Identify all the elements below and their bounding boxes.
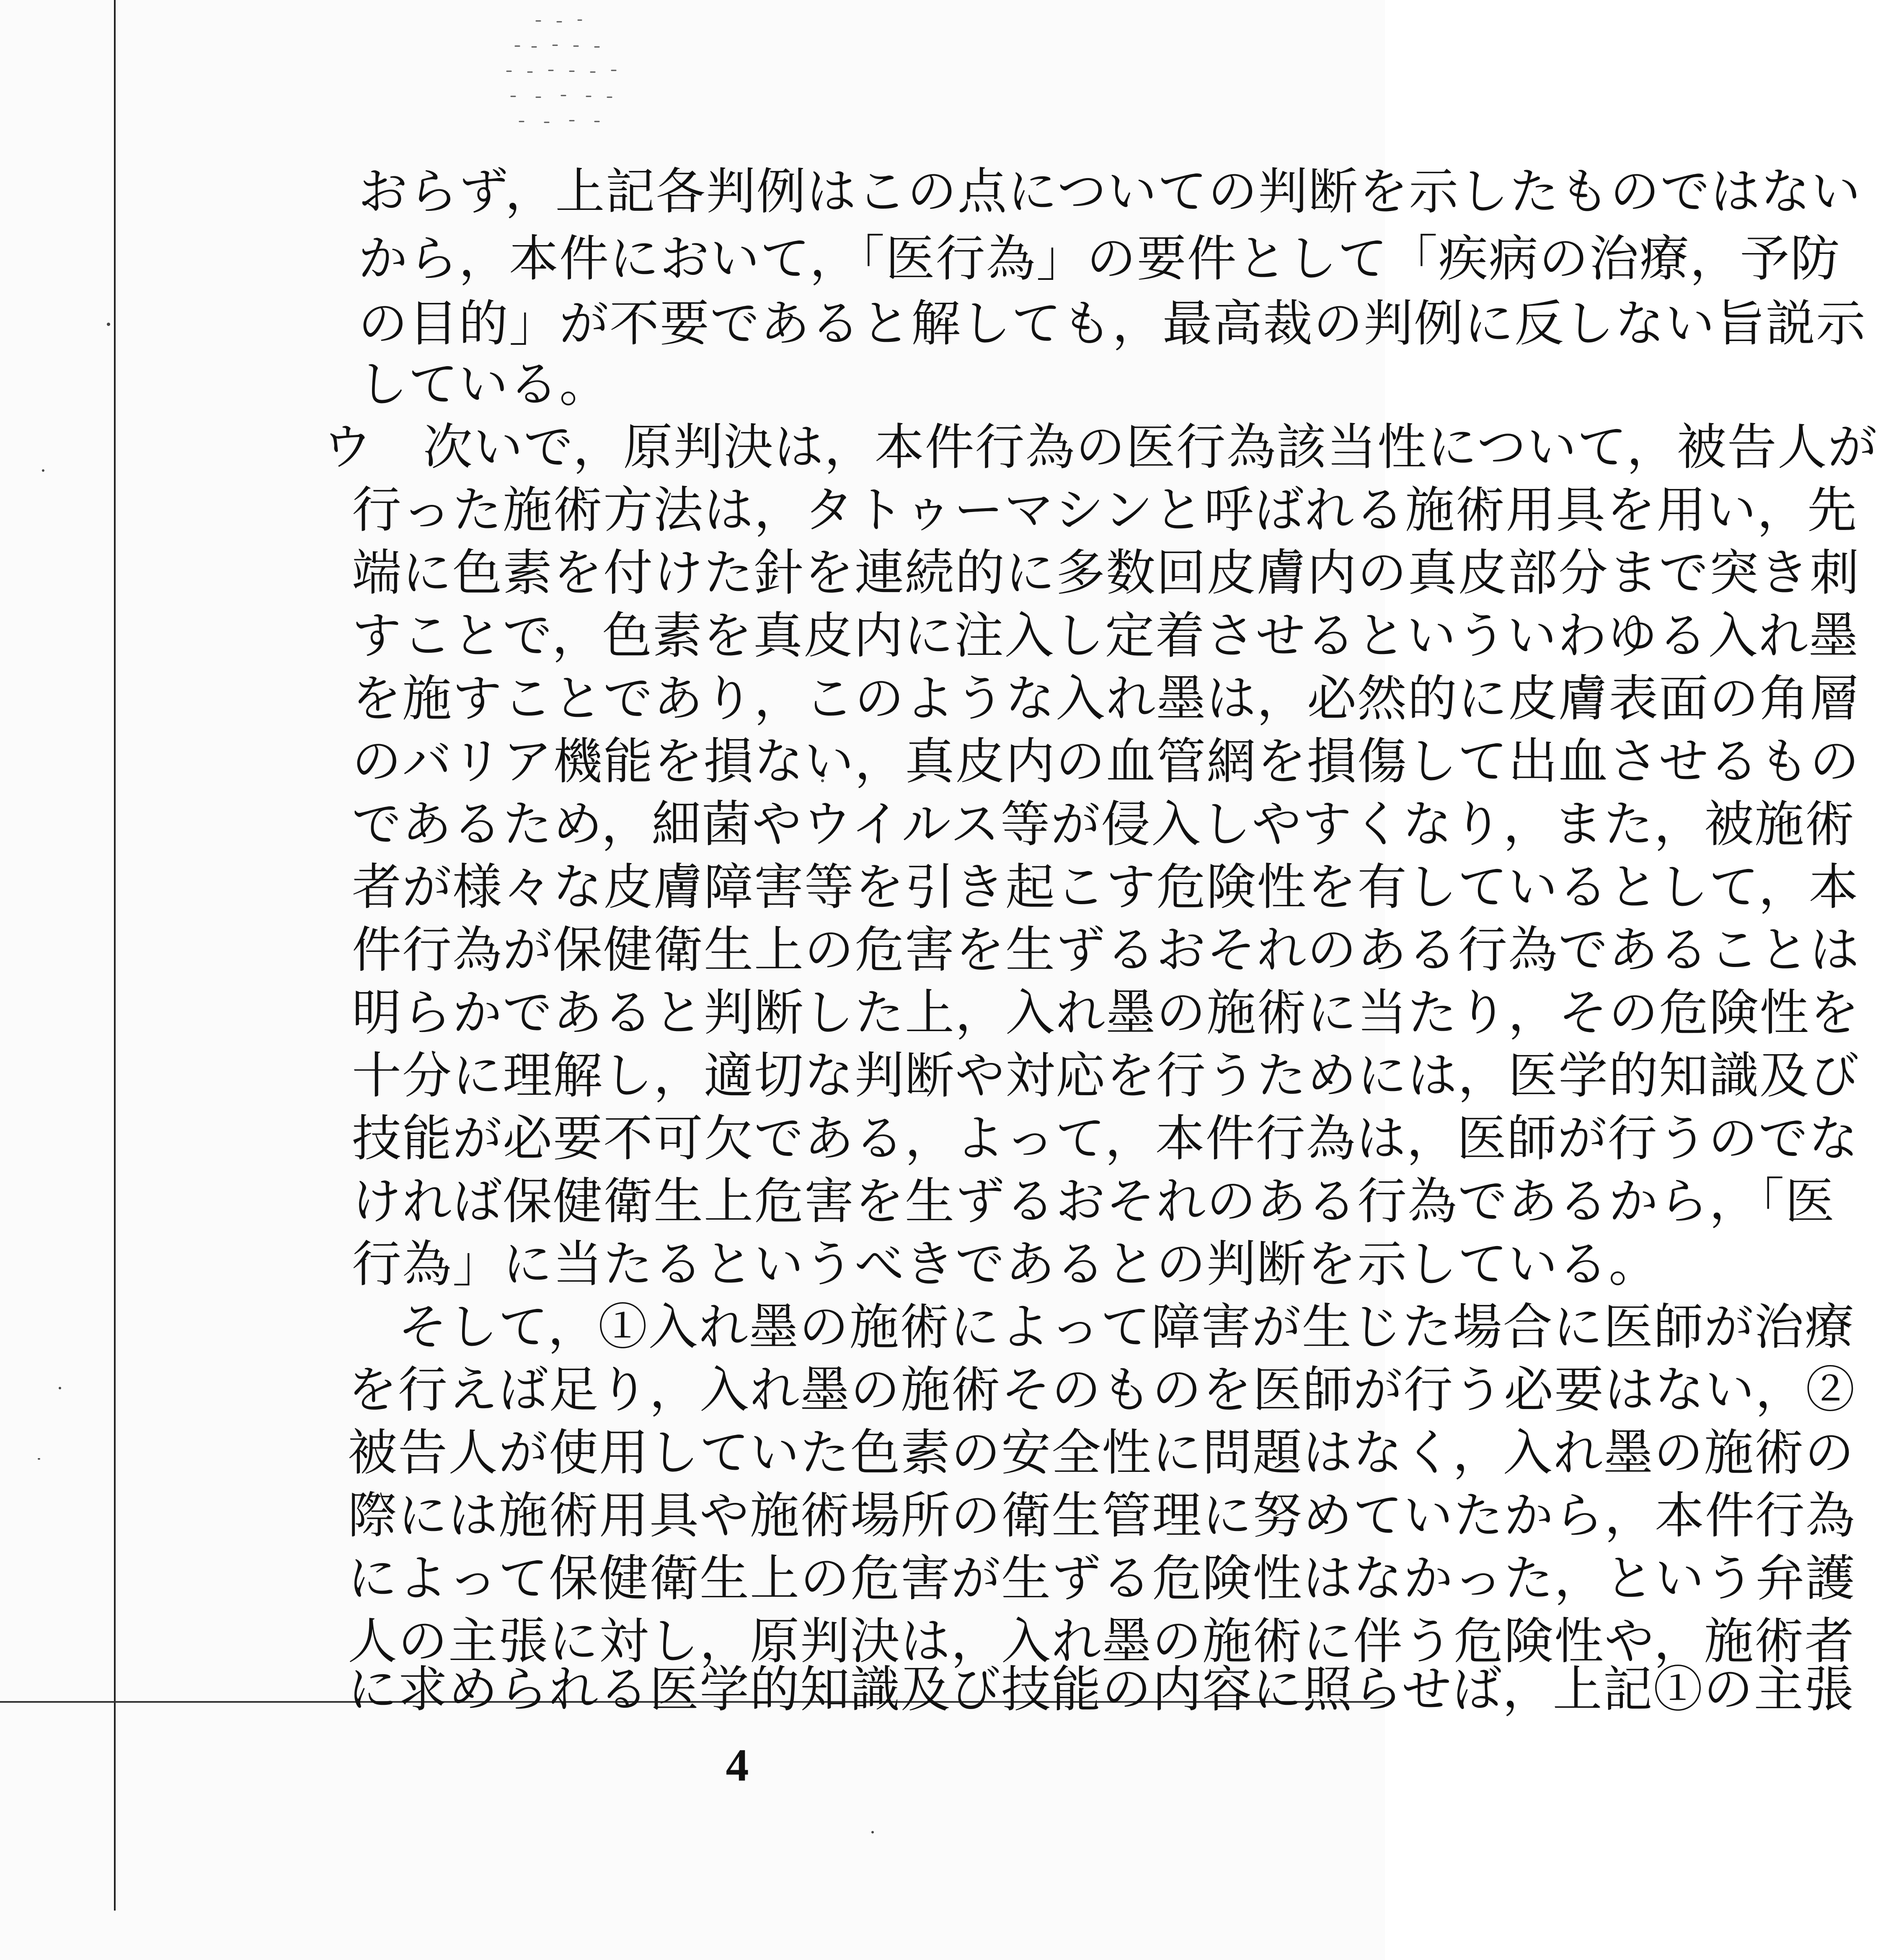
binding-margin-line — [114, 0, 116, 1911]
body-text-line: 際には施術用具や施術場所の衛生管理に努めていたから，本件行為 — [348, 1489, 1856, 1544]
body-text-line: 人の主張に対し，原判決は，入れ墨の施術に伴う危険性や，施術者 — [348, 1614, 1855, 1669]
body-text-line: によって保健衛生上の危害が生ずる危険性はなかった，という弁護 — [348, 1551, 1856, 1606]
body-text-line: 十分に理解し，適切な判断や対応を行うためには，医学的知識及び — [352, 1049, 1860, 1104]
body-text-line: ウ 次いで，原判決は，本件行為の医行為該当性について，被告人が — [323, 420, 1878, 475]
body-text-line: 被告人が使用していた色素の安全性に問題はなく，入れ墨の施術の — [348, 1426, 1855, 1481]
scan-speck — [107, 323, 110, 326]
scan-speck — [59, 1387, 61, 1389]
page-number: 4 — [726, 1740, 749, 1791]
body-text-line: 行った施術方法は，タトゥーマシンと呼ばれる施術用具を用い，先 — [352, 483, 1858, 538]
punch-hole-marks — [490, 17, 641, 138]
scan-speck — [38, 1458, 40, 1460]
body-text-line: 明らかであると判断した上，入れ墨の施術に当たり，その危険性を — [352, 986, 1860, 1041]
scan-speck — [871, 1831, 874, 1833]
body-text-line: そして，①入れ墨の施術によって障害が生じた場合に医師が治療 — [398, 1300, 1855, 1355]
body-text-line: おらず，上記各判例はこの点についての判断を示したものではない — [358, 165, 1862, 220]
body-text-line: 者が様々な皮膚障害等を引き起こす危険性を有しているとして，本 — [352, 860, 1859, 915]
body-text-line: 技能が必要不可欠である，よって，本件行為は，医師が行うのでな — [352, 1112, 1859, 1166]
body-text-line: 端に色素を付けた針を連続的に多数回皮膚内の真皮部分まで突き刺 — [352, 546, 1860, 601]
body-text-line: している。 — [358, 357, 610, 412]
body-text-line: を施すことであり，このような入れ墨は，必然的に皮膚表面の角層 — [352, 672, 1860, 727]
body-text-line: であるため，細菌やウイルス等が侵入しやすくなり，また，被施術 — [352, 797, 1855, 852]
body-text-line: 件行為が保健衛生上の危害を生ずるおそれのある行為であることは — [352, 923, 1860, 978]
body-text-line: を行えば足り，入れ墨の施術そのものを医師が行う必要はない，② — [348, 1363, 1856, 1418]
body-text-line: 行為」に当たるというべきであるとの判断を示している。 — [352, 1237, 1659, 1292]
body-text-line: すことで，色素を真皮内に注入し定着させるといういわゆる入れ墨 — [352, 609, 1859, 664]
body-text-line: のバリア機能を損ない，真皮内の血管網を損傷して出血させるもの — [352, 734, 1860, 789]
body-text-line: の目的」が不要であると解しても，最高裁の判例に反しない旨説示 — [358, 297, 1867, 352]
body-text-line: に求められる医学的知識及び技能の内容に照らせば，上記①の主張 — [348, 1663, 1855, 1717]
body-text-line: ければ保健衛生上危害を生ずるおそれのある行為であるから，「医 — [352, 1174, 1836, 1229]
scan-speck — [42, 469, 44, 472]
body-text-line: から，本件において，「医行為」の要件として「疾病の治療，予防 — [358, 232, 1841, 287]
